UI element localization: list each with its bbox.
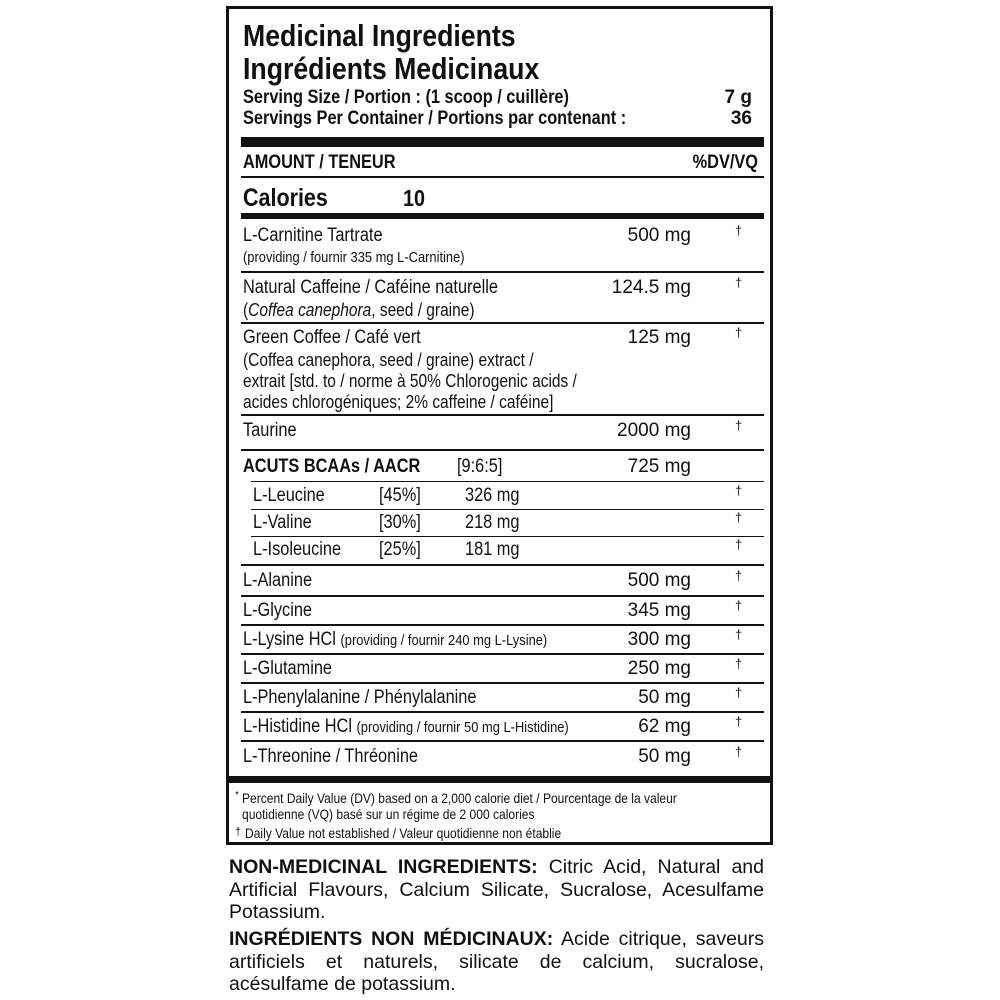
dagger-mark: † (735, 510, 743, 525)
ingredient-amount: 500 mg (627, 570, 691, 591)
row-divider (241, 711, 764, 713)
non-medicinal-french-text: Acide citrique, saveurs artificiels et naturels, silicate de calcium, sucralose, acésulfame de potassium. (229, 928, 765, 995)
ingredient-amount: 250 mg (627, 658, 691, 679)
row-divider (241, 682, 764, 684)
ingredient-name: L-Alanine (243, 570, 313, 591)
ingredient-note: (Coffea canephora, seed / graine) (243, 300, 475, 320)
ingredient-note-line: acides chlorogéniques; 2% caffeine / caféine] (243, 392, 554, 412)
dagger-mark: † (735, 714, 743, 729)
serving-size-label: Serving Size / Portion : (1 scoop / cuillère) (243, 87, 569, 108)
bcaa-item-name: L-Isoleucine (253, 539, 342, 560)
ingredient-name: L-Phenylalanine / Phénylalanine (243, 687, 477, 708)
row-divider (241, 624, 764, 626)
row-divider (241, 449, 764, 451)
bcaa-item-name: L-Leucine (253, 485, 325, 506)
ingredient-amount: 500 mg (627, 225, 691, 246)
row-divider (241, 653, 764, 655)
ingredient-note: (providing / fournir 335 mg L-Carnitine) (243, 249, 465, 266)
row-divider (241, 271, 764, 273)
dagger-mark: † (735, 223, 743, 238)
footnote-dv-line2: quotidienne (VQ) basé sur un régime de 2 000 calories (242, 806, 535, 822)
sub-divider (251, 481, 764, 482)
sub-divider (251, 509, 764, 510)
dagger-mark: † (735, 627, 743, 642)
bcaa-ratio: [9:6:5] (457, 456, 503, 477)
ingredient-name: L-Glycine (243, 600, 313, 621)
ingredient-amount: 124.5 mg (611, 277, 691, 298)
supplement-facts-panel (226, 6, 773, 845)
dagger-mark: † (735, 537, 743, 552)
dagger-mark: † (735, 744, 743, 759)
dagger-mark: † (735, 325, 743, 340)
calories-label: Calories (243, 184, 328, 212)
servings-per-container-label: Servings Per Container / Portions par contenant : (243, 108, 627, 129)
servings-per-container-value: 36 (730, 108, 752, 129)
ingredient-amount: 345 mg (627, 600, 691, 621)
bcaa-item-amount: 218 mg (465, 512, 520, 533)
thick-divider (226, 776, 773, 783)
row-divider (241, 414, 764, 416)
bcaa-item-amount: 326 mg (465, 485, 520, 506)
row-divider (241, 595, 764, 597)
bcaa-item-name: L-Valine (253, 512, 312, 533)
bcaa-item-percent: [25%] (379, 539, 421, 560)
medium-divider (241, 213, 764, 219)
calories-value: 10 (403, 185, 426, 211)
row-divider (241, 740, 764, 742)
dagger-mark: † (735, 483, 743, 498)
ingredient-name: L-Threonine / Thréonine (243, 746, 419, 767)
serving-size-value: 7 g (724, 87, 752, 108)
bcaa-item-percent: [30%] (379, 512, 421, 533)
asterisk-mark: * (235, 790, 239, 801)
title-french: Ingrédients Medicinaux (243, 51, 540, 86)
non-medicinal-english-label: NON-MEDICINAL INGREDIENTS: (229, 856, 538, 878)
ingredient-name: L-Carnitine Tartrate (243, 225, 383, 246)
dagger-mark: † (735, 275, 743, 290)
ingredient-note-line: extrait [std. to / norme à 50% Chlorogenic acids / (243, 371, 577, 391)
dagger-mark: † (735, 418, 743, 433)
row-divider (241, 322, 764, 324)
dagger-footnote-mark: † (235, 826, 242, 838)
bcaa-item-amount: 181 mg (465, 539, 520, 560)
ingredient-amount: 62 mg (638, 716, 691, 737)
ingredient-name: L-Lysine HCl (providing / fournir 240 mg L-Lysine) (243, 629, 548, 650)
sub-divider (251, 536, 764, 537)
title-english: Medicinal Ingredients (243, 18, 516, 53)
ingredient-name: L-Histidine HCl (providing / fournir 50 mg L-Histidine) (243, 716, 569, 737)
ingredient-amount: 125 mg (627, 327, 691, 348)
ingredient-amount: 300 mg (627, 629, 691, 650)
bcaa-item-percent: [45%] (379, 485, 421, 506)
dagger-mark: † (735, 656, 743, 671)
ingredient-name: Taurine (243, 420, 297, 441)
ingredient-name: L-Glutamine (243, 658, 333, 679)
ingredient-amount: 50 mg (638, 746, 691, 767)
dagger-mark: † (735, 685, 743, 700)
ingredient-name: Natural Caffeine / Caféine naturelle (243, 277, 498, 298)
dagger-mark: † (735, 568, 743, 583)
non-medicinal-french-label: INGRÉDIENTS NON MÉDICINAUX: (229, 928, 554, 950)
ingredient-note-line: (Coffea canephora, seed / graine) extract / (243, 350, 534, 370)
ingredient-name: Green Coffee / Café vert (243, 327, 421, 348)
bcaa-amount: 725 mg (627, 456, 691, 477)
divider (241, 176, 764, 178)
footnote-dv-line1: Percent Daily Value (DV) based on a 2,000 calorie diet / Pourcentage de la valeur (242, 790, 677, 806)
footnote-dagger: Daily Value not established / Valeur quotidienne non établie (245, 825, 562, 841)
row-divider (241, 564, 764, 566)
dv-header: %DV/VQ (692, 152, 758, 173)
amount-header: AMOUNT / TENEUR (243, 152, 396, 173)
bcaa-name: ACUTS BCAAs / AACR (243, 456, 421, 477)
ingredient-amount: 50 mg (638, 687, 691, 708)
non-medicinal-french (229, 928, 764, 996)
thick-divider (241, 137, 764, 147)
ingredient-amount: 2000 mg (617, 420, 691, 441)
non-medicinal-english (229, 856, 764, 924)
dagger-mark: † (735, 598, 743, 613)
non-medicinal-english-text: Citric Acid, Natural and Artificial Flavours, Calcium Silicate, Sucralose, Acesulfame Potassium. (229, 856, 764, 923)
